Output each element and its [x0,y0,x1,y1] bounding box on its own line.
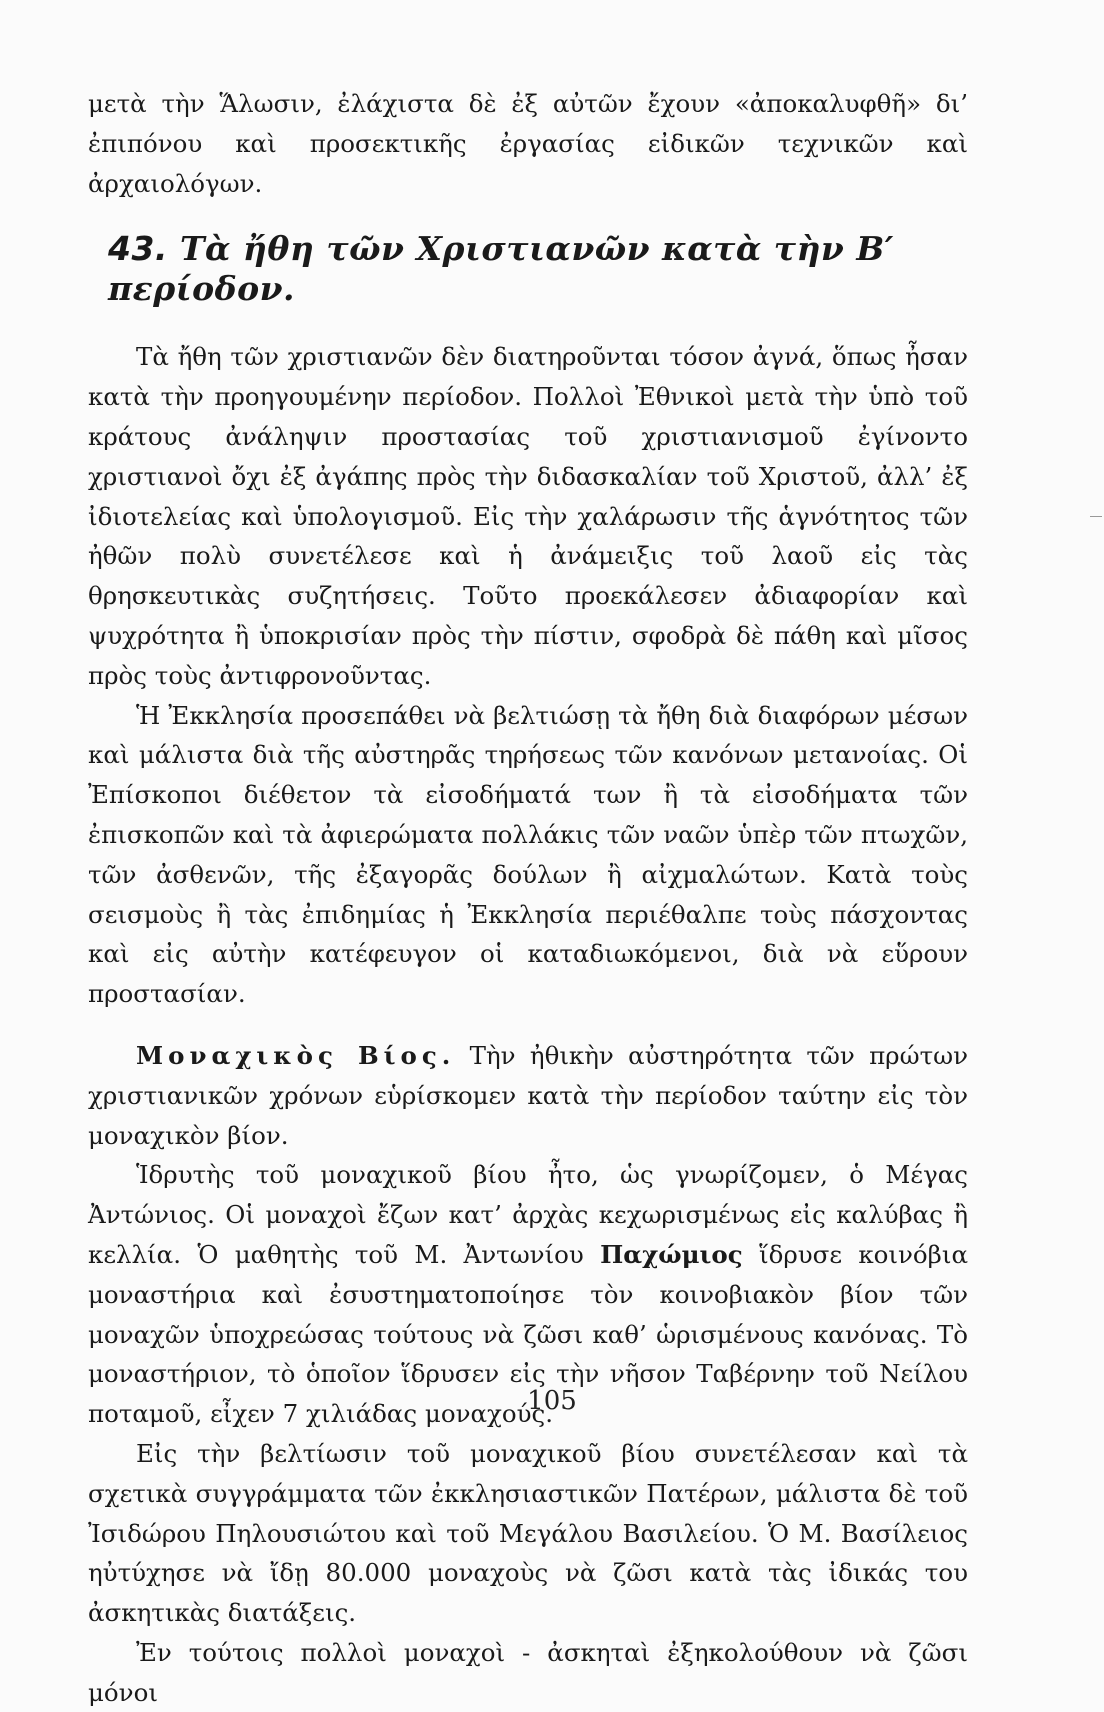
section-heading [88,229,968,309]
paragraph-church: Ἡ Ἐκκλησία προσεπάθει νὰ βελτιώσῃ τὰ ἤθη διὰ διαφόρων μέσων καὶ μάλιστα διὰ τῆς αὐστηρᾶς τηρήσεως τῶν κανόνων μετανοίας. Οἱ Ἐπίσκοποι διέθετον τὰ εἰσοδήματά των ἢ τὰ εἰσοδήματα τῶν ἐπισκοπῶν καὶ τὰ ἀφιερώματα πολλάκις τῶν ναῶν ὑπὲρ τῶν πτωχῶν, τῶν ἀσθενῶν, τῆς ἐξαγορᾶς δούλων ἢ αἰχμαλώτων. Κατὰ τοὺς σεισμοὺς ἢ τὰς ἐπιδημίας ἡ Ἐκκλησία περιέθαλπε τοὺς πάσχοντας καὶ εἰς αὐτὴν κατέφευγον οἱ καταδιωκόμενοι, διὰ νὰ εὕρουν προστασίαν. [88,700,968,1009]
margin-mark [1090,516,1102,517]
section-number: 43. [108,229,168,269]
paragraph-morals: Τὰ ἤθη τῶν χριστιανῶν δὲν διατηροῦνται τόσον ἀγνά, ὅπως ἦσαν κατὰ τὴν προηγουμένην περίοδον. Πολλοὶ Ἐθνικοὶ μετὰ τὴν ὑπὸ τοῦ κράτους ἀνάληψιν προστασίας τοῦ χριστιανισμοῦ ἐγίνοντο χριστιανοὶ ὄχι ἐξ ἀγάπης πρὸς τὴν διδασκαλίαν τοῦ Χριστοῦ, ἀλλ’ ἐξ ἰδιοτελείας καὶ ὑπολογισμοῦ. Εἰς τὴν χαλάρωσιν τῆς ἁγνότητος τῶν ἠθῶν πολὺ συνετέλεσε καὶ ἡ ἀνάμειξις τοῦ λαοῦ εἰς τὰς θρησκευτικὰς συζητήσεις. Τοῦτο προεκάλεσεν ἀδιαφορίαν καὶ ψυχρότητα ἢ ὑποκρισίαν πρὸς τὴν πίστιν, σφοδρὰ δὲ πάθη καὶ μῖσος πρὸς τοὺς ἀντιφρονοῦντας. [88,342,968,690]
paragraph-improvement: Εἰς τὴν βελτίωσιν τοῦ μοναχικοῦ βίου συνετέλεσαν καὶ τὰ σχετικὰ συγγράμματα τῶν ἐκκλησιαστικῶν Πατέρων, μάλιστα δὲ τοῦ Ἰσιδώρου Πηλουσιώτου καὶ τοῦ Μεγάλου Βασιλείου. Ὁ Μ. Βασίλειος ηὐτύχησε νὰ ἴδῃ 80.000 μοναχοὺς νὰ ζῶσι κατὰ τὰς ἰδικάς του ἀσκητικὰς διατάξεις. [88,1438,968,1628]
founder-text: Ἱδρυτὴς τοῦ μοναχικοῦ βίου ἦτο, ὡς γνωρίζομεν, ὁ Μέγας Ἀντώνιος. Οἱ μοναχοὶ ἔζων κατ’ ἀρχὰς κεχωρισμένως εἰς καλύβας ἢ κελλία. Ὁ μαθητὴς τοῦ Μ. Ἀντωνίου [88,1160,968,1269]
pachomius-name: Παχώμιος [600,1239,743,1269]
spacer [88,1014,968,1036]
monastic-life-heading: Μοναχικὸς Βίος. [136,1040,456,1070]
section-title: Τὰ ἤθη τῶν Χριστιανῶν κατὰ τὴν Β′ περίοδον. [108,229,894,309]
paragraph-monastic-life [88,1036,968,1155]
monastic-life-text: Τὴν ἠθικὴν αὐστηρότητα τῶν πρώτων χριστιανικῶν χρόνων εὑρίσκομεν κατὰ τὴν περίοδον ταύτην εἰς τὸν μοναχικὸν βίον. [88,1040,968,1150]
founder-rest: ἵδρυσε κοινόβια μοναστήρια καὶ ἐσυστηματοποίησε τὸν κοινοβιακὸν βίον τῶν μοναχῶν ὑποχρεώσας τούτους νὰ ζῶσι καθ’ ὡρισμένους κανόνας. Τὸ μοναστήριον, τὸ ὁποῖον ἵδρυσεν εἰς τὴν νῆσον Ταβέρνην τοῦ Νείλου ποταμοῦ, εἶχεν 7 χιλιάδας μοναχούς. [88,1239,968,1429]
page-number: 105 [527,1386,577,1416]
intro-paragraph: μετὰ τὴν Ἅλωσιν, ἐλάχιστα δὲ ἐξ αὐτῶν ἔχουν «ἀποκαλυφθῆ» δι’ ἐπιπόνου καὶ προσεκτικῆς ἐργασίας εἰδικῶν τεχνικῶν καὶ ἀρχαιολόγων. [88,89,968,198]
paragraph-last-line: Ἐν τούτοις πολλοὶ μοναχοὶ - ἀσκηταὶ ἐξηκολούθουν νὰ ζῶσι μόνοι [88,1637,968,1707]
page-body [88,84,968,1712]
